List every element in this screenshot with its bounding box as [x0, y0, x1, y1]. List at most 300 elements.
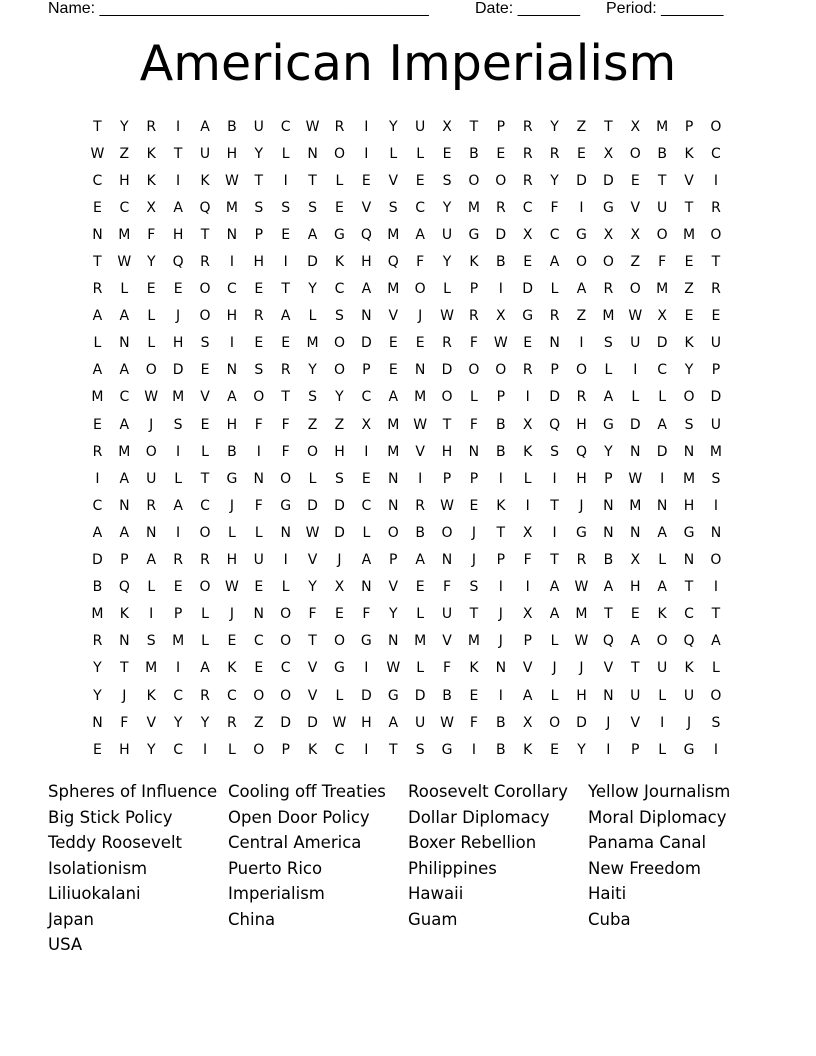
grid-letter[interactable]: O: [575, 362, 587, 379]
grid-letter[interactable]: N: [388, 497, 399, 514]
grid-letter[interactable]: U: [630, 687, 641, 704]
grid-letter[interactable]: M: [387, 226, 400, 243]
grid-letter[interactable]: I: [364, 660, 369, 677]
grid-letter[interactable]: V: [630, 714, 641, 731]
grid-letter[interactable]: O: [333, 362, 345, 379]
grid-letter[interactable]: E: [173, 281, 183, 298]
grid-letter[interactable]: W: [628, 470, 643, 487]
grid-letter[interactable]: I: [176, 660, 181, 677]
grid-letter[interactable]: E: [93, 416, 102, 433]
grid-letter[interactable]: L: [93, 335, 102, 352]
grid-letter[interactable]: E: [469, 497, 479, 514]
grid-letter[interactable]: C: [684, 606, 694, 623]
grid-letter[interactable]: Y: [254, 145, 264, 162]
grid-letter[interactable]: V: [200, 389, 210, 406]
grid-letter[interactable]: Y: [308, 281, 317, 298]
grid-letter[interactable]: F: [550, 199, 559, 216]
grid-letter[interactable]: A: [549, 579, 560, 596]
grid-letter[interactable]: D: [307, 497, 318, 514]
grid-letter[interactable]: J: [498, 633, 503, 650]
grid-letter[interactable]: I: [525, 389, 530, 406]
grid-letter[interactable]: R: [92, 443, 103, 460]
grid-letter[interactable]: B: [227, 443, 237, 460]
grid-letter[interactable]: R: [576, 552, 587, 569]
grid-letter[interactable]: M: [387, 443, 400, 460]
grid-letter[interactable]: O: [710, 552, 722, 569]
grid-letter[interactable]: P: [496, 118, 506, 135]
grid-letter[interactable]: D: [280, 714, 292, 731]
grid-letter[interactable]: R: [334, 118, 345, 135]
grid-letter[interactable]: U: [630, 335, 641, 352]
grid-letter[interactable]: E: [388, 362, 398, 379]
grid-letter[interactable]: U: [441, 226, 453, 243]
grid-letter[interactable]: R: [173, 552, 183, 569]
grid-letter[interactable]: L: [712, 660, 720, 677]
grid-letter[interactable]: E: [684, 254, 694, 271]
grid-letter[interactable]: M: [172, 389, 185, 406]
grid-letter[interactable]: O: [656, 226, 668, 243]
grid-letter[interactable]: G: [602, 416, 614, 433]
grid-letter[interactable]: I: [713, 741, 718, 758]
grid-letter[interactable]: M: [682, 226, 696, 243]
grid-letter[interactable]: O: [495, 362, 507, 379]
grid-letter[interactable]: O: [280, 606, 292, 623]
grid-letter[interactable]: G: [683, 741, 695, 758]
grid-letter[interactable]: M: [118, 443, 131, 460]
grid-letter[interactable]: Y: [93, 660, 102, 677]
grid-letter[interactable]: T: [173, 145, 183, 162]
grid-letter[interactable]: L: [147, 579, 156, 596]
grid-letter[interactable]: Q: [602, 633, 614, 650]
grid-letter[interactable]: L: [658, 552, 667, 569]
grid-letter[interactable]: Y: [388, 118, 398, 135]
grid-letter[interactable]: F: [362, 606, 371, 623]
grid-letter[interactable]: O: [710, 226, 722, 243]
grid-letter[interactable]: N: [280, 524, 291, 541]
grid-letter[interactable]: L: [227, 524, 236, 541]
grid-letter[interactable]: S: [281, 199, 291, 216]
grid-letter[interactable]: C: [334, 741, 345, 758]
grid-letter[interactable]: S: [308, 389, 318, 406]
grid-letter[interactable]: I: [176, 524, 181, 541]
grid-letter[interactable]: N: [710, 524, 722, 541]
grid-letter[interactable]: M: [225, 199, 238, 216]
grid-letter[interactable]: I: [229, 254, 234, 271]
grid-letter[interactable]: D: [307, 714, 318, 731]
grid-letter[interactable]: R: [522, 118, 533, 135]
grid-letter[interactable]: Y: [442, 199, 452, 216]
grid-letter[interactable]: G: [683, 524, 695, 541]
grid-letter[interactable]: W: [224, 172, 239, 189]
grid-letter[interactable]: S: [442, 172, 452, 189]
grid-letter[interactable]: C: [200, 497, 210, 514]
grid-letter[interactable]: I: [498, 687, 503, 704]
grid-letter[interactable]: H: [576, 687, 587, 704]
grid-letter[interactable]: P: [631, 741, 640, 758]
grid-letter[interactable]: I: [149, 606, 154, 623]
grid-letter[interactable]: A: [549, 254, 560, 271]
grid-letter[interactable]: N: [656, 497, 668, 514]
grid-letter[interactable]: I: [552, 524, 557, 541]
grid-letter[interactable]: N: [683, 443, 695, 460]
grid-letter[interactable]: O: [441, 524, 453, 541]
grid-letter[interactable]: A: [415, 226, 425, 243]
grid-letter[interactable]: I: [498, 470, 503, 487]
grid-letter[interactable]: M: [709, 443, 722, 460]
grid-letter[interactable]: N: [253, 606, 265, 623]
grid-letter[interactable]: X: [361, 416, 372, 433]
grid-letter[interactable]: A: [200, 118, 210, 135]
grid-letter[interactable]: K: [307, 741, 318, 758]
grid-letter[interactable]: Y: [604, 443, 613, 460]
grid-letter[interactable]: G: [468, 226, 480, 243]
grid-letter[interactable]: Q: [575, 443, 587, 460]
grid-letter[interactable]: O: [280, 470, 292, 487]
grid-letter[interactable]: M: [387, 416, 400, 433]
grid-letter[interactable]: W: [144, 389, 159, 406]
grid-letter[interactable]: D: [549, 389, 560, 406]
grid-letter[interactable]: Y: [200, 714, 210, 731]
grid-letter[interactable]: O: [280, 687, 292, 704]
grid-letter[interactable]: C: [522, 199, 533, 216]
grid-letter[interactable]: H: [576, 416, 587, 433]
grid-letter[interactable]: W: [440, 714, 454, 731]
grid-letter[interactable]: J: [229, 497, 234, 514]
grid-letter[interactable]: Z: [630, 254, 641, 271]
grid-letter[interactable]: V: [684, 172, 694, 189]
grid-letter[interactable]: N: [441, 552, 453, 569]
grid-letter[interactable]: L: [201, 633, 209, 650]
grid-letter[interactable]: E: [442, 145, 452, 162]
grid-letter[interactable]: R: [522, 362, 533, 379]
grid-letter[interactable]: B: [496, 254, 506, 271]
grid-letter[interactable]: U: [199, 145, 211, 162]
grid-letter[interactable]: C: [711, 145, 721, 162]
grid-letter[interactable]: D: [495, 226, 507, 243]
grid-letter[interactable]: N: [683, 552, 695, 569]
grid-letter[interactable]: I: [364, 443, 369, 460]
grid-letter[interactable]: B: [496, 741, 506, 758]
grid-letter[interactable]: X: [522, 226, 533, 243]
grid-letter[interactable]: K: [684, 660, 694, 677]
grid-letter[interactable]: T: [120, 660, 129, 677]
grid-letter[interactable]: T: [550, 552, 559, 569]
grid-letter[interactable]: D: [414, 687, 426, 704]
date-field[interactable]: Date: _______: [475, 0, 580, 17]
grid-letter[interactable]: G: [576, 524, 587, 541]
grid-letter[interactable]: N: [361, 579, 372, 596]
grid-letter[interactable]: T: [281, 389, 290, 406]
grid-letter[interactable]: R: [469, 308, 479, 325]
grid-letter[interactable]: T: [550, 497, 559, 514]
grid-letter[interactable]: B: [92, 579, 103, 596]
grid-letter[interactable]: T: [254, 172, 264, 189]
grid-letter[interactable]: D: [441, 362, 453, 379]
grid-letter[interactable]: F: [658, 254, 667, 271]
grid-letter[interactable]: L: [281, 145, 290, 162]
grid-letter[interactable]: E: [335, 606, 344, 623]
grid-letter[interactable]: W: [332, 714, 347, 731]
grid-letter[interactable]: T: [469, 118, 479, 135]
grid-letter[interactable]: H: [629, 579, 641, 596]
grid-letter[interactable]: H: [172, 226, 184, 243]
grid-letter[interactable]: G: [602, 199, 614, 216]
grid-letter[interactable]: O: [199, 308, 211, 325]
grid-letter[interactable]: N: [226, 226, 238, 243]
grid-letter[interactable]: R: [200, 687, 210, 704]
grid-letter[interactable]: Q: [683, 633, 695, 650]
grid-letter[interactable]: E: [281, 335, 291, 352]
grid-letter[interactable]: R: [146, 497, 157, 514]
grid-letter[interactable]: X: [630, 226, 641, 243]
grid-letter[interactable]: X: [657, 308, 667, 325]
grid-letter[interactable]: V: [388, 308, 399, 325]
grid-letter[interactable]: C: [280, 660, 291, 677]
grid-letter[interactable]: T: [388, 741, 398, 758]
grid-letter[interactable]: T: [711, 606, 721, 623]
grid-letter[interactable]: E: [93, 741, 102, 758]
grid-letter[interactable]: J: [686, 714, 692, 731]
grid-letter[interactable]: K: [684, 145, 694, 162]
grid-letter[interactable]: R: [146, 118, 157, 135]
grid-letter[interactable]: S: [388, 199, 398, 216]
grid-letter[interactable]: V: [630, 199, 641, 216]
grid-letter[interactable]: C: [173, 741, 183, 758]
grid-letter[interactable]: K: [200, 172, 210, 189]
grid-letter[interactable]: A: [307, 226, 318, 243]
grid-letter[interactable]: W: [574, 633, 589, 650]
grid-letter[interactable]: E: [146, 281, 156, 298]
grid-letter[interactable]: V: [388, 172, 399, 189]
grid-letter[interactable]: S: [711, 470, 721, 487]
grid-letter[interactable]: H: [361, 254, 372, 271]
grid-letter[interactable]: N: [253, 470, 265, 487]
grid-letter[interactable]: O: [495, 172, 507, 189]
grid-letter[interactable]: O: [199, 524, 211, 541]
grid-letter[interactable]: B: [657, 145, 667, 162]
grid-letter[interactable]: R: [522, 172, 533, 189]
grid-letter[interactable]: S: [550, 443, 560, 460]
grid-letter[interactable]: O: [710, 118, 722, 135]
grid-letter[interactable]: J: [498, 606, 503, 623]
grid-letter[interactable]: A: [146, 552, 157, 569]
grid-letter[interactable]: N: [226, 362, 238, 379]
grid-letter[interactable]: F: [469, 416, 478, 433]
grid-letter[interactable]: R: [415, 497, 425, 514]
grid-letter[interactable]: L: [227, 741, 236, 758]
grid-letter[interactable]: I: [229, 335, 234, 352]
grid-letter[interactable]: A: [415, 552, 425, 569]
grid-letter[interactable]: K: [523, 443, 533, 460]
grid-letter[interactable]: V: [442, 633, 452, 650]
grid-letter[interactable]: A: [711, 633, 721, 650]
grid-letter[interactable]: A: [92, 362, 103, 379]
grid-letter[interactable]: L: [416, 145, 425, 162]
grid-letter[interactable]: N: [603, 524, 614, 541]
grid-letter[interactable]: N: [92, 714, 103, 731]
grid-letter[interactable]: K: [523, 741, 533, 758]
grid-letter[interactable]: I: [660, 470, 665, 487]
grid-letter[interactable]: O: [468, 172, 480, 189]
grid-letter[interactable]: L: [201, 443, 209, 460]
grid-letter[interactable]: R: [200, 552, 210, 569]
grid-letter[interactable]: S: [173, 416, 183, 433]
grid-letter[interactable]: E: [550, 741, 560, 758]
grid-letter[interactable]: H: [226, 552, 238, 569]
grid-letter[interactable]: H: [172, 335, 184, 352]
grid-letter[interactable]: L: [658, 741, 667, 758]
grid-letter[interactable]: Z: [119, 145, 130, 162]
grid-letter[interactable]: E: [684, 308, 694, 325]
grid-letter[interactable]: S: [684, 416, 694, 433]
grid-letter[interactable]: Y: [146, 254, 156, 271]
grid-letter[interactable]: N: [119, 633, 130, 650]
grid-letter[interactable]: Y: [335, 389, 344, 406]
grid-letter[interactable]: O: [199, 579, 211, 596]
grid-letter[interactable]: Q: [199, 199, 211, 216]
grid-letter[interactable]: S: [469, 579, 479, 596]
grid-letter[interactable]: E: [415, 335, 425, 352]
grid-letter[interactable]: K: [227, 660, 237, 677]
grid-letter[interactable]: R: [711, 199, 721, 216]
grid-letter[interactable]: M: [575, 606, 588, 623]
grid-letter[interactable]: N: [630, 443, 641, 460]
grid-letter[interactable]: K: [146, 145, 156, 162]
grid-letter[interactable]: E: [630, 172, 640, 189]
grid-letter[interactable]: V: [307, 687, 318, 704]
grid-letter[interactable]: L: [308, 470, 317, 487]
grid-letter[interactable]: L: [335, 687, 344, 704]
grid-letter[interactable]: M: [656, 281, 669, 298]
grid-letter[interactable]: K: [469, 254, 479, 271]
grid-letter[interactable]: L: [658, 687, 667, 704]
grid-letter[interactable]: B: [415, 524, 425, 541]
grid-letter[interactable]: Q: [549, 416, 561, 433]
grid-letter[interactable]: A: [119, 470, 130, 487]
grid-letter[interactable]: G: [441, 741, 453, 758]
grid-letter[interactable]: J: [579, 497, 584, 514]
grid-letter[interactable]: M: [91, 389, 104, 406]
grid-letter[interactable]: T: [442, 416, 452, 433]
grid-letter[interactable]: I: [418, 470, 423, 487]
grid-letter[interactable]: V: [361, 199, 372, 216]
grid-letter[interactable]: Q: [387, 254, 399, 271]
grid-letter[interactable]: A: [630, 633, 641, 650]
grid-letter[interactable]: T: [308, 172, 317, 189]
grid-letter[interactable]: J: [606, 714, 611, 731]
grid-letter[interactable]: N: [603, 497, 614, 514]
grid-letter[interactable]: D: [360, 335, 372, 352]
grid-letter[interactable]: L: [631, 389, 640, 406]
grid-letter[interactable]: I: [713, 172, 718, 189]
grid-letter[interactable]: A: [603, 389, 614, 406]
grid-letter[interactable]: L: [550, 687, 559, 704]
grid-letter[interactable]: I: [713, 579, 718, 596]
grid-letter[interactable]: O: [333, 145, 345, 162]
grid-letter[interactable]: C: [119, 199, 130, 216]
grid-letter[interactable]: X: [522, 714, 533, 731]
grid-letter[interactable]: M: [91, 606, 104, 623]
grid-letter[interactable]: I: [660, 714, 665, 731]
grid-letter[interactable]: K: [146, 172, 156, 189]
grid-letter[interactable]: X: [146, 199, 157, 216]
grid-letter[interactable]: T: [308, 633, 317, 650]
grid-letter[interactable]: N: [603, 687, 614, 704]
grid-letter[interactable]: O: [145, 362, 157, 379]
grid-letter[interactable]: W: [574, 579, 589, 596]
grid-letter[interactable]: M: [145, 660, 158, 677]
grid-letter[interactable]: H: [119, 741, 130, 758]
grid-letter[interactable]: F: [254, 497, 263, 514]
grid-letter[interactable]: P: [711, 362, 721, 379]
grid-letter[interactable]: H: [576, 470, 587, 487]
grid-letter[interactable]: D: [522, 281, 534, 298]
grid-letter[interactable]: H: [226, 145, 238, 162]
grid-letter[interactable]: O: [683, 389, 695, 406]
grid-letter[interactable]: N: [92, 226, 103, 243]
grid-letter[interactable]: O: [145, 443, 157, 460]
name-field[interactable]: Name: _____________________________________: [48, 0, 429, 17]
grid-letter[interactable]: C: [361, 389, 372, 406]
grid-letter[interactable]: X: [334, 579, 345, 596]
grid-letter[interactable]: Z: [253, 714, 264, 731]
grid-letter[interactable]: I: [364, 145, 369, 162]
grid-letter[interactable]: C: [549, 226, 560, 243]
grid-letter[interactable]: I: [579, 199, 584, 216]
grid-letter[interactable]: L: [174, 470, 183, 487]
grid-letter[interactable]: L: [443, 281, 451, 298]
grid-letter[interactable]: I: [498, 281, 503, 298]
grid-letter[interactable]: L: [120, 281, 129, 298]
grid-letter[interactable]: C: [253, 633, 264, 650]
grid-letter[interactable]: S: [711, 714, 721, 731]
grid-letter[interactable]: I: [713, 497, 718, 514]
grid-letter[interactable]: Y: [550, 172, 559, 189]
grid-letter[interactable]: T: [684, 199, 694, 216]
grid-letter[interactable]: N: [361, 308, 372, 325]
grid-letter[interactable]: I: [498, 579, 503, 596]
grid-letter[interactable]: L: [470, 389, 478, 406]
grid-letter[interactable]: E: [388, 335, 398, 352]
grid-letter[interactable]: N: [145, 524, 157, 541]
grid-letter[interactable]: I: [364, 118, 369, 135]
grid-letter[interactable]: F: [308, 606, 317, 623]
grid-letter[interactable]: E: [496, 145, 506, 162]
grid-letter[interactable]: O: [710, 687, 722, 704]
grid-letter[interactable]: T: [630, 660, 640, 677]
grid-letter[interactable]: Z: [576, 308, 587, 325]
grid-letter[interactable]: O: [575, 254, 587, 271]
grid-letter[interactable]: L: [254, 524, 263, 541]
grid-letter[interactable]: U: [415, 714, 426, 731]
grid-letter[interactable]: X: [630, 552, 641, 569]
grid-letter[interactable]: W: [440, 497, 454, 514]
grid-letter[interactable]: M: [629, 497, 642, 514]
grid-letter[interactable]: M: [387, 281, 400, 298]
grid-letter[interactable]: P: [684, 118, 694, 135]
grid-letter[interactable]: O: [656, 633, 668, 650]
grid-letter[interactable]: U: [710, 335, 722, 352]
grid-letter[interactable]: V: [307, 660, 318, 677]
grid-letter[interactable]: C: [657, 362, 668, 379]
grid-letter[interactable]: G: [334, 660, 345, 677]
grid-letter[interactable]: S: [254, 362, 264, 379]
grid-letter[interactable]: E: [254, 281, 264, 298]
grid-letter[interactable]: E: [254, 335, 264, 352]
grid-letter[interactable]: R: [549, 308, 560, 325]
grid-letter[interactable]: O: [549, 714, 561, 731]
grid-letter[interactable]: Y: [93, 687, 102, 704]
